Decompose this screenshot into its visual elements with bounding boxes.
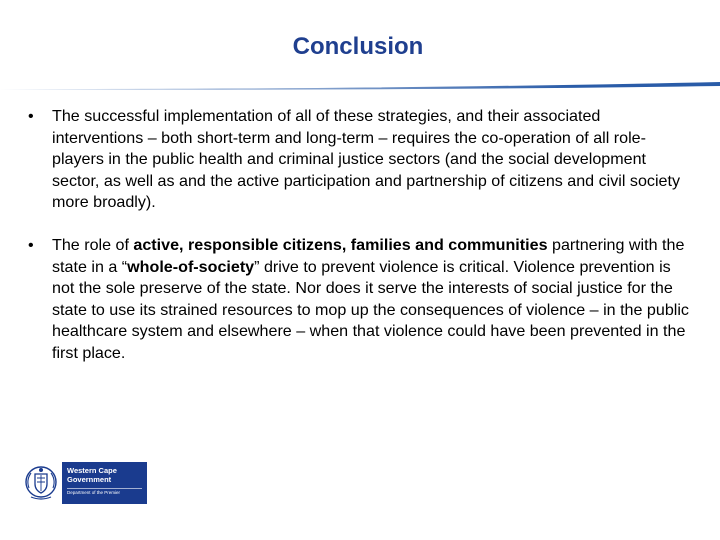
bullet-text: partnering with the state in a “ <box>52 235 685 276</box>
bullet-marker: • <box>28 235 34 254</box>
bullet-text-bold: whole-of-society <box>127 257 255 276</box>
bullet-text: The successful implementation of all of these strategies, and their associated interventions – both short-term and long-term – requires the co-operation of all role-players in the public health and criminal justice sectors (and the social development sector, as well as and the active participation and partnership of citizens and civil society more broadly). <box>52 107 680 212</box>
logo-department: Department of the Premier <box>67 488 142 496</box>
bullet-item <box>28 106 694 214</box>
slide-title: Conclusion <box>292 33 424 60</box>
western-cape-government-logo <box>22 462 147 504</box>
bullet-text: The role of <box>52 235 134 254</box>
bullet-text-bold: active, responsible citizens, families and communities <box>133 235 548 254</box>
coat-of-arms-icon <box>22 462 60 504</box>
bullet-text: ” drive to prevent violence is critical. Violence prevention is not the sole preserve of the state. Nor does it serve the interests of social justice for the state to use its strained resources to mop up the consequences of violence – in the public healthcare system and elsewhere – when that violence could have been prevented in the first place. <box>52 257 689 362</box>
bullet-marker: • <box>28 107 34 125</box>
title-divider-swoosh <box>0 80 720 94</box>
bullet-list <box>28 106 694 365</box>
logo-name: Western Cape Government <box>67 466 117 484</box>
logo-wordmark <box>62 462 147 504</box>
bullet-item <box>28 235 694 365</box>
